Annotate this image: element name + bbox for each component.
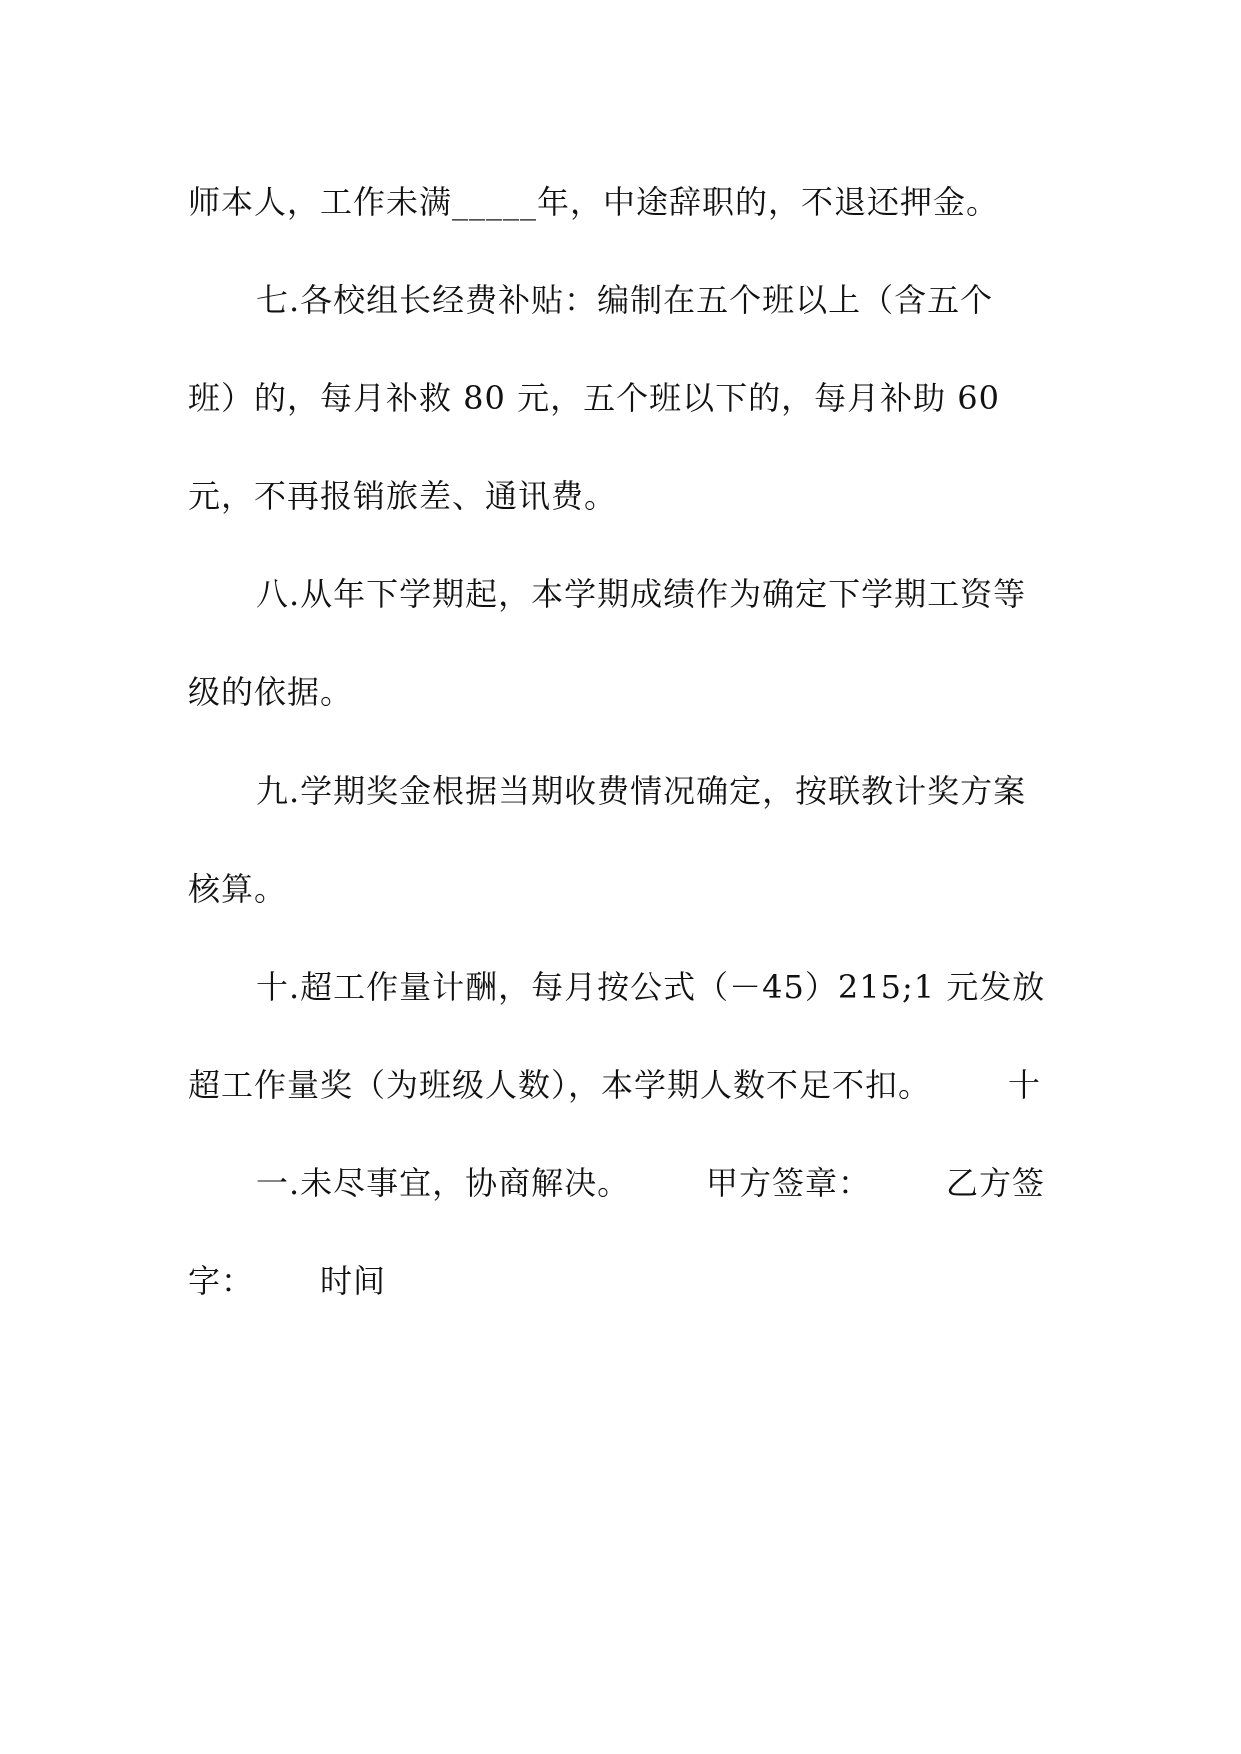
paragraph-line: 班）的，每月补救 80 元，五个班以下的，每月补助 60 [188,379,1000,417]
paragraph-line: 核算。 [188,870,288,908]
line-text: 十 [1008,1066,1042,1104]
line-text: 超工作量奖（为班级人数），本学期人数不足不扣。 [188,1066,932,1104]
paragraph-line: 九.学期奖金根据当期收费情况确定，按联教计奖方案 [256,772,1027,810]
paragraph-line: 七.各校组长经费补贴：编制在五个班以上（含五个 [256,281,994,319]
time-label: 时间 [320,1262,387,1300]
paragraph-line: 级的依据。 [188,673,354,711]
paragraph-line [188,1261,1068,1421]
paragraph-line: 十.超工作量计酬，每月按公式（－45）215;1 元发放 [256,968,1046,1006]
paragraph-line: 师本人，工作未满_____年，中途辞职的，不退还押金。 [188,183,1000,221]
paragraph-line: 八.从年下学期起，本学期成绩作为确定下学期工资等 [256,575,1027,613]
line-text: 一.未尽事宜，协商解决。 [256,1164,631,1202]
line-text: 字： [188,1262,255,1300]
signature-label-party-a: 甲方签章： [706,1164,872,1202]
paragraph-line: 元，不再报销旅差、通讯费。 [188,477,618,515]
signature-label-party-b: 乙方签 [946,1164,1046,1202]
